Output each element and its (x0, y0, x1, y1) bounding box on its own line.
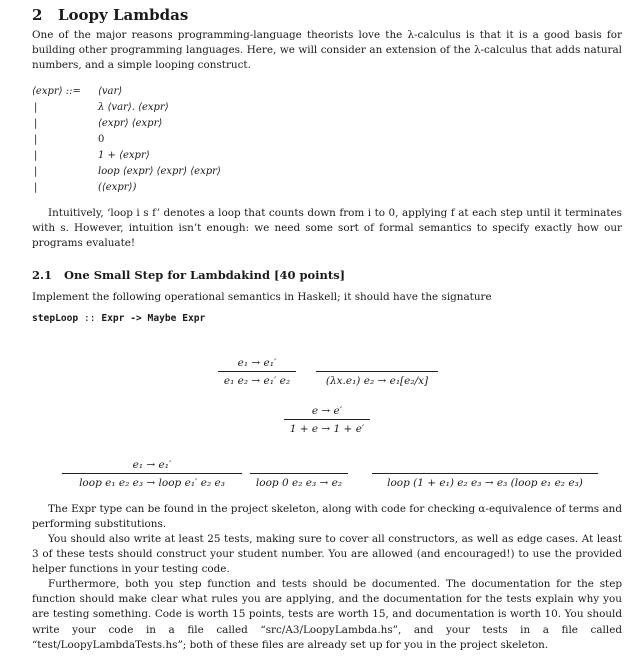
implement-text: Implement the following operational semantics in Haskell; it should have the signature (32, 291, 492, 303)
rule-loop-succ (372, 458, 598, 490)
grammar-row (32, 164, 221, 180)
rule-bar (62, 473, 242, 474)
rule-succ (284, 404, 370, 436)
rule-conclusion: 1 + e → 1 + e′ (289, 423, 365, 435)
section-number: 2 (32, 6, 43, 24)
signature-type: Expr -> Maybe Expr (101, 313, 206, 324)
grammar-bar: | (34, 182, 38, 193)
rule-bar (316, 371, 438, 372)
rule-premise: e₁ → e₁′ (237, 357, 277, 369)
rule-conclusion: loop e₁ e₂ e₃ → loop e₁′ e₂ e₃ (79, 477, 225, 489)
grammar-bar: | (34, 118, 38, 129)
body-paragraph-documentation: Furthermore, both you step function and tests should be documented. The documentation for the step function should make clear what rules you are applying, and the documentation for the tests explain why you are testing something. Code is worth 15 points, tests are worth 15, and documentation is worth 10. You should write your code in a file called “src/A3/LoopyLambda.hs”, and your tests in a file called “test/LoopyLambdaTests.hs”; both of these files are already set up for you in the project skeleton. (32, 578, 622, 651)
grammar-production: 1 + ⟨expr⟩ (98, 150, 150, 161)
signature-name: stepLoop (32, 313, 79, 324)
grammar-row (32, 180, 221, 196)
body-paragraph-tests: You should also write at least 25 tests, making sure to cover all constructors, as well as edge cases. At least 3 of these tests should construct your student number. You are allowed (and encouraged!) to use the provided helper functions in your testing code. (32, 533, 622, 576)
grammar-bar: | (34, 134, 38, 145)
grammar-bar: | (34, 102, 38, 113)
subsection-number: 2.1 (32, 268, 53, 282)
grammar-production: λ ⟨var⟩. ⟨expr⟩ (98, 102, 169, 113)
intuition-paragraph: Intuitively, ‘loop i s f’ denotes a loop that counts down from i to 0, applying f at each step until it terminates with s. However, intuition isn’t enough: we need some sort of formal semantics to specify exactly how our programs evaluate! (32, 207, 622, 250)
rule-conclusion: (λx.e₁) e₂ → e₁[e₂/x] (325, 375, 429, 387)
rule-conclusion: loop (1 + e₁) e₂ e₃ → e₃ (loop e₁ e₂ e₃) (387, 477, 583, 489)
grammar-production: ⟨var⟩ (98, 86, 123, 97)
rule-loop-zero (250, 458, 348, 490)
body-paragraph-expr: The Expr type can be found in the project skeleton, along with code for checking α-equivalence of terms and performing substitutions. (32, 503, 622, 531)
rule-loop-step (62, 458, 242, 490)
rule-app1 (218, 356, 296, 388)
section-title: Loopy Lambdas (58, 6, 189, 24)
grammar-row (32, 100, 221, 116)
rule-premise (316, 356, 438, 370)
signature-separator: :: (84, 313, 96, 324)
subsection-heading (32, 268, 345, 282)
section-heading (32, 6, 188, 24)
rule-premise (250, 458, 348, 472)
grammar-lhs: ⟨expr⟩ ::= (32, 86, 81, 97)
rule-conclusion: loop 0 e₂ e₃ → e₂ (255, 477, 343, 489)
rule-bar (218, 371, 296, 372)
rule-conclusion: e₁ e₂ → e₁′ e₂ (223, 375, 291, 387)
grammar-row (32, 116, 221, 132)
rule-bar (284, 419, 370, 420)
grammar-row (32, 132, 221, 148)
rule-bar (372, 473, 598, 474)
grammar-block (32, 84, 221, 196)
grammar-bar: | (34, 150, 38, 161)
rule-beta (316, 356, 438, 388)
grammar-row (32, 84, 221, 100)
rule-bar (250, 473, 348, 474)
grammar-production: loop ⟨expr⟩ ⟨expr⟩ ⟨expr⟩ (98, 166, 221, 177)
rule-premise: e₁ → e₁′ (132, 459, 172, 471)
grammar-production: ⟨expr⟩ ⟨expr⟩ (98, 118, 163, 129)
grammar-production: (⟨expr⟩) (98, 182, 137, 193)
rule-premise (372, 458, 598, 472)
grammar-bar: | (34, 166, 38, 177)
grammar-production: 0 (98, 134, 105, 145)
intro-paragraph: One of the major reasons programming-language theorists love the λ-calculus is that it is a good basis for building other programming languages. Here, we will consider an extension of the λ-calculus that adds natural numbers, and a simple looping construct. (32, 29, 622, 72)
subsection-title: One Small Step for Lambdakind [40 points] (64, 268, 346, 282)
rule-premise: e → e′ (311, 405, 343, 417)
grammar-row (32, 148, 221, 164)
type-signature (32, 313, 205, 324)
